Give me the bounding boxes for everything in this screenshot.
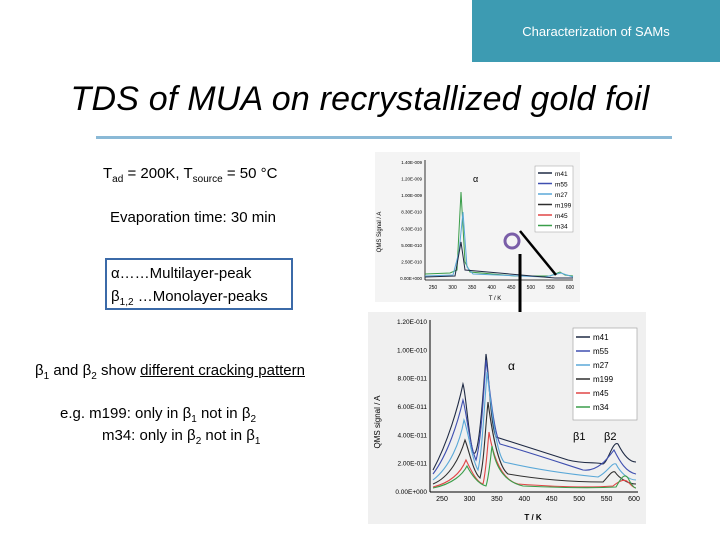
x-tick-label: 300 xyxy=(448,285,457,291)
connector-diagonal xyxy=(520,231,556,275)
legend-entry: m55 xyxy=(593,347,609,356)
beta-definition: $\beta_{1,2}$ …Monolayer-peaks xyxy=(111,288,268,308)
y-tick-label: 8.30E-010 xyxy=(401,209,422,215)
legend-entry: m34 xyxy=(593,403,609,412)
x-tick-label: 350 xyxy=(491,496,503,503)
y-axis-label: QMS Signal / A xyxy=(377,211,383,253)
y-tick-label: 1.00E-010 xyxy=(397,347,427,355)
legend-entry: m41 xyxy=(555,171,568,178)
y-tick-label: 2.00E-011 xyxy=(397,460,427,468)
x-tick-label: 450 xyxy=(507,285,516,291)
legend-entry: m34 xyxy=(555,223,568,231)
alpha-peak-label: α xyxy=(473,174,479,184)
x-tick-label: 500 xyxy=(526,285,536,291)
y-tick-label: 2.50E-010 xyxy=(401,259,422,265)
legend-entry: m27 xyxy=(593,361,609,370)
y-tick-label: 1.00E-009 xyxy=(401,193,422,199)
cracking-pattern-note: $\beta_1$ and $\beta_2$ show different cracking pattern xyxy=(35,362,305,382)
legend-entry: m27 xyxy=(555,192,568,199)
x-tick-label: 400 xyxy=(518,496,531,503)
x-tick-label: 550 xyxy=(546,285,555,291)
section-tag-label: Characterization of SAMs xyxy=(522,23,670,39)
y-tick-label: 6.00E-011 xyxy=(397,404,427,411)
legend-entry: m45 xyxy=(555,213,568,220)
x-tick-label: 600 xyxy=(565,285,575,291)
beta2-peak-label: β2 xyxy=(604,431,617,443)
x-axis-label: T / K xyxy=(488,296,502,302)
x-tick-label: 500 xyxy=(573,496,585,503)
y-tick-label: 6.30E-010 xyxy=(401,226,422,232)
y-tick-label: 8.00E-011 xyxy=(397,375,427,383)
legend-entry: m199 xyxy=(555,202,572,210)
section-tag xyxy=(472,0,720,62)
legend-entry: m45 xyxy=(593,389,609,398)
x-tick-label: 250 xyxy=(428,285,438,291)
y-tick-label: 0.00E+000 xyxy=(395,489,427,496)
example-line-2: m34: only in $\beta_2$ not in $\beta_1$ xyxy=(102,427,261,447)
x-tick-label: 550 xyxy=(600,496,613,503)
tds-chart-large xyxy=(368,312,646,524)
temperature-conditions: $T_{ad} = 200K$, $T_{source} = 50$ °C xyxy=(103,165,278,185)
y-axis-label: QMS signal / A xyxy=(373,395,382,449)
beta1-peak-label: β1 xyxy=(573,431,586,443)
y-tick-label: 1.40E-009 xyxy=(401,160,422,165)
example-line-1: e.g. m199: only in $\beta_1$ not in $\beta_2$ xyxy=(60,405,257,425)
legend-entry: m55 xyxy=(555,181,568,189)
alpha-definition: α……Multilayer-peak xyxy=(111,265,252,282)
x-tick-label: 350 xyxy=(467,285,477,291)
y-tick-label: 1.20E-009 xyxy=(401,176,422,182)
title-divider xyxy=(96,136,672,139)
x-tick-label: 250 xyxy=(436,496,448,503)
y-tick-label: 1.20E-010 xyxy=(397,319,427,326)
peak-legend-box xyxy=(105,258,293,310)
x-tick-label: 600 xyxy=(628,496,640,503)
y-tick-label: 0.00E+000 xyxy=(400,276,422,281)
evaporation-time: Evaporation time: 30 min xyxy=(110,209,276,226)
x-tick-label: 400 xyxy=(487,285,496,291)
alpha-peak-label: α xyxy=(508,359,515,373)
slide-title: TDS of MUA on recrystallized gold foil xyxy=(70,80,650,118)
x-tick-label: 450 xyxy=(545,496,558,503)
y-tick-label: 4.00E-011 xyxy=(397,432,427,440)
legend-entry: m199 xyxy=(593,375,614,384)
legend-entry: m41 xyxy=(593,333,609,342)
x-tick-label: 300 xyxy=(463,496,476,503)
connector-line xyxy=(520,254,565,319)
x-axis-label: T / K xyxy=(524,513,542,522)
zoom-circle xyxy=(505,234,519,248)
y-tick-label: 5.00E-010 xyxy=(401,242,422,248)
